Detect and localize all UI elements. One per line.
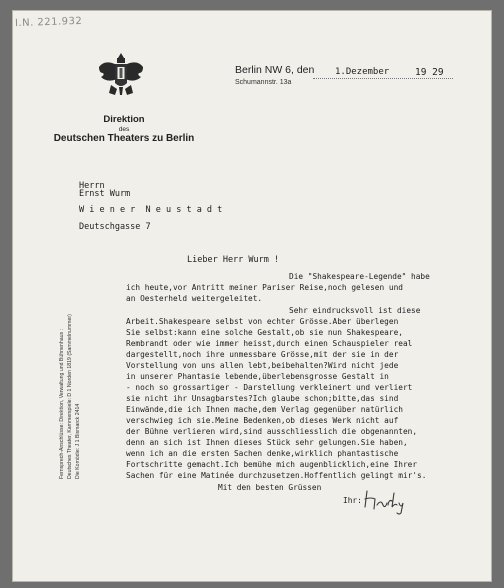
letterhead-line2: des: [118, 126, 130, 133]
body-line: verschwieg ich sie.Meine Bedenken,ob dieses Werk nicht auf: [126, 416, 399, 425]
body-line: Sachen für eine Matinée durchzusetzen.Hoffentlich gelingt mir's.: [126, 471, 427, 480]
body-line: der Bühne verlieren wird,sind ausschliesslich die obgenannten,: [126, 427, 418, 436]
letter-sheet: [12, 10, 492, 582]
letterhead-city: Berlin NW 6, den: [235, 64, 315, 76]
body-line: Einwände,die ich Ihnen mache,dem Verlag gegenüber natürlich: [126, 405, 403, 414]
body-line: - noch so grossartiger - Darstellung verkleinert und verliert: [126, 383, 413, 392]
letter-year: 19 29: [415, 67, 444, 78]
closing: Mit den besten Grüssen: [218, 483, 322, 492]
body-line: Sie selbst:kann eine solche Gestalt,ob sie nun Shakespeare,: [126, 328, 403, 337]
letterhead-organisation: [49, 114, 199, 144]
body-line: Die "Shakespeare-Legende" habe: [289, 272, 430, 281]
body-line: in unserer Phantasie lebende,überlebensgrosse Gestalt in: [126, 372, 389, 381]
sidebar-line2: Deutsches Theater, Kammerspiele: D 1 Norden 1819 (Sammelnummer): [67, 314, 73, 479]
salutation: Lieber Herr Wurm !: [187, 255, 280, 265]
body-line: an Oesterheld weitergeleitet.: [126, 294, 263, 303]
archive-mark: I.N. 221.932: [14, 15, 83, 30]
body-line: denn an sich ist Ihnen dieses Stück sehr gelungen.Sie haben,: [126, 438, 408, 447]
sign-label: Ihr:: [343, 496, 362, 505]
eagle-crest-icon: [95, 49, 147, 99]
date-line: [313, 78, 453, 79]
recipient-line3: W i e n e r N e u s t a d t: [79, 205, 223, 215]
handwritten-signature: [361, 485, 421, 515]
body-line: Rembrandt oder wie immer heisst,durch einen Schauspieler real: [126, 339, 413, 348]
body-line: Arbeit.Shakespeare selbst von echter Grösse.Aber überlegen: [126, 317, 399, 326]
recipient-line1: Herrn: [79, 181, 105, 191]
recipient-line2: Ernst Wurm: [79, 189, 131, 199]
body-line: Fortschritte gemacht.Ich bemühe mich augenblicklich,eine Ihrer: [126, 460, 418, 469]
phone-sidebar: [59, 255, 81, 479]
body-line: Vorstellung von uns allen lebt,beibehalten?Wird nicht jede: [126, 361, 399, 370]
body-line: wenn ich an die ersten Sachen denke,wirklich phantastische: [126, 449, 399, 458]
body-line: ich heute,vor Antritt meiner Pariser Reise,noch gelesen und: [126, 283, 403, 292]
letter-date: 1.Dezember: [335, 67, 390, 77]
letterhead-line3: Deutschen Theaters zu Berlin: [53, 133, 195, 144]
letterhead-line1: Direktion: [103, 114, 145, 125]
body-line: Sehr eindrucksvoll ist diese: [289, 306, 421, 315]
body-line: dargestellt,noch ihre unmessbare Grösse,mit der sie in der: [126, 350, 399, 359]
letterhead-street: Schumannstr. 13a: [235, 79, 292, 86]
sidebar-line1: Fernsprech-Anschlüsse: Direktion, Verwaltung und Bühnenhaus :: [59, 329, 65, 479]
recipient-line4: Deutschgasse 7: [79, 222, 151, 232]
sidebar-line3: Die Komödie: J 1 Bismarck 2414: [75, 403, 81, 479]
body-line: sie nicht ihr Unsagbarstes?Ich glaube schon;bitte,das sind: [126, 394, 399, 403]
